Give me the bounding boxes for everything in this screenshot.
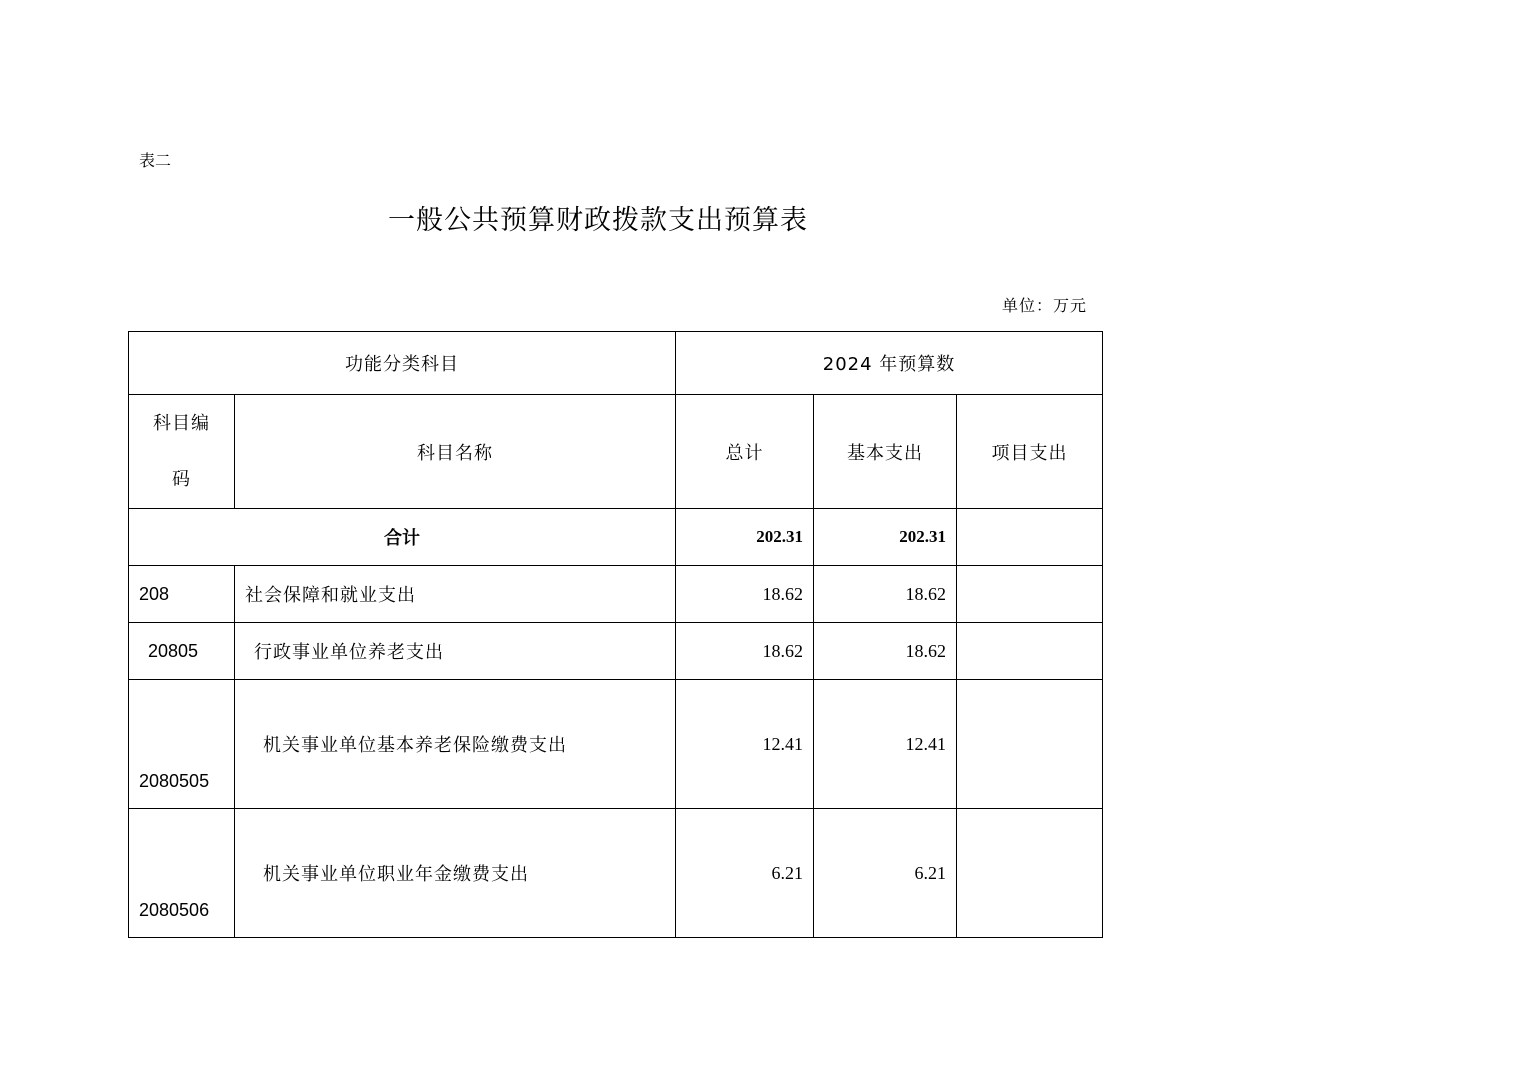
unit-label: 单位：万元 [1002,296,1088,315]
row-project [957,623,1103,680]
table-row [129,623,1103,680]
page-title: 一般公共预算财政拨款支出预算表 [388,205,808,236]
header-row-group [129,332,1103,395]
row-total: 18.62 [676,566,814,623]
group-header-functional: 功能分类科目 [129,332,676,395]
row-total: 12.41 [676,680,814,809]
table-row [129,809,1103,938]
row-total: 18.62 [676,623,814,680]
code-header-line2: 码 [172,468,191,490]
row-name: 机关事业单位职业年金缴费支出 [235,809,676,938]
row-basic: 18.62 [814,623,957,680]
total-total: 202.31 [676,509,814,566]
row-code: 20805 [129,623,235,680]
table-row [129,566,1103,623]
column-header-name: 科目名称 [235,395,676,509]
row-name: 行政事业单位养老支出 [235,623,676,680]
row-code: 2080506 [129,809,235,938]
budget-table [128,331,1103,938]
total-basic: 202.31 [814,509,957,566]
row-project [957,566,1103,623]
table-row [129,680,1103,809]
row-basic: 18.62 [814,566,957,623]
row-total: 6.21 [676,809,814,938]
total-label: 合计 [129,509,676,566]
row-code: 2080505 [129,680,235,809]
group-header-budget-year: 2024 年预算数 [676,332,1103,395]
row-name: 机关事业单位基本养老保险缴费支出 [235,680,676,809]
header-row-columns [129,395,1103,509]
row-project [957,680,1103,809]
column-header-basic: 基本支出 [814,395,957,509]
code-header-line1: 科目编 [153,412,210,434]
column-header-code [129,395,235,509]
column-header-total: 总计 [676,395,814,509]
row-code: 208 [129,566,235,623]
row-basic: 12.41 [814,680,957,809]
total-project [957,509,1103,566]
table-label: 表二 [139,151,172,170]
column-header-project: 项目支出 [957,395,1103,509]
total-row [129,509,1103,566]
row-name: 社会保障和就业支出 [235,566,676,623]
row-project [957,809,1103,938]
row-basic: 6.21 [814,809,957,938]
